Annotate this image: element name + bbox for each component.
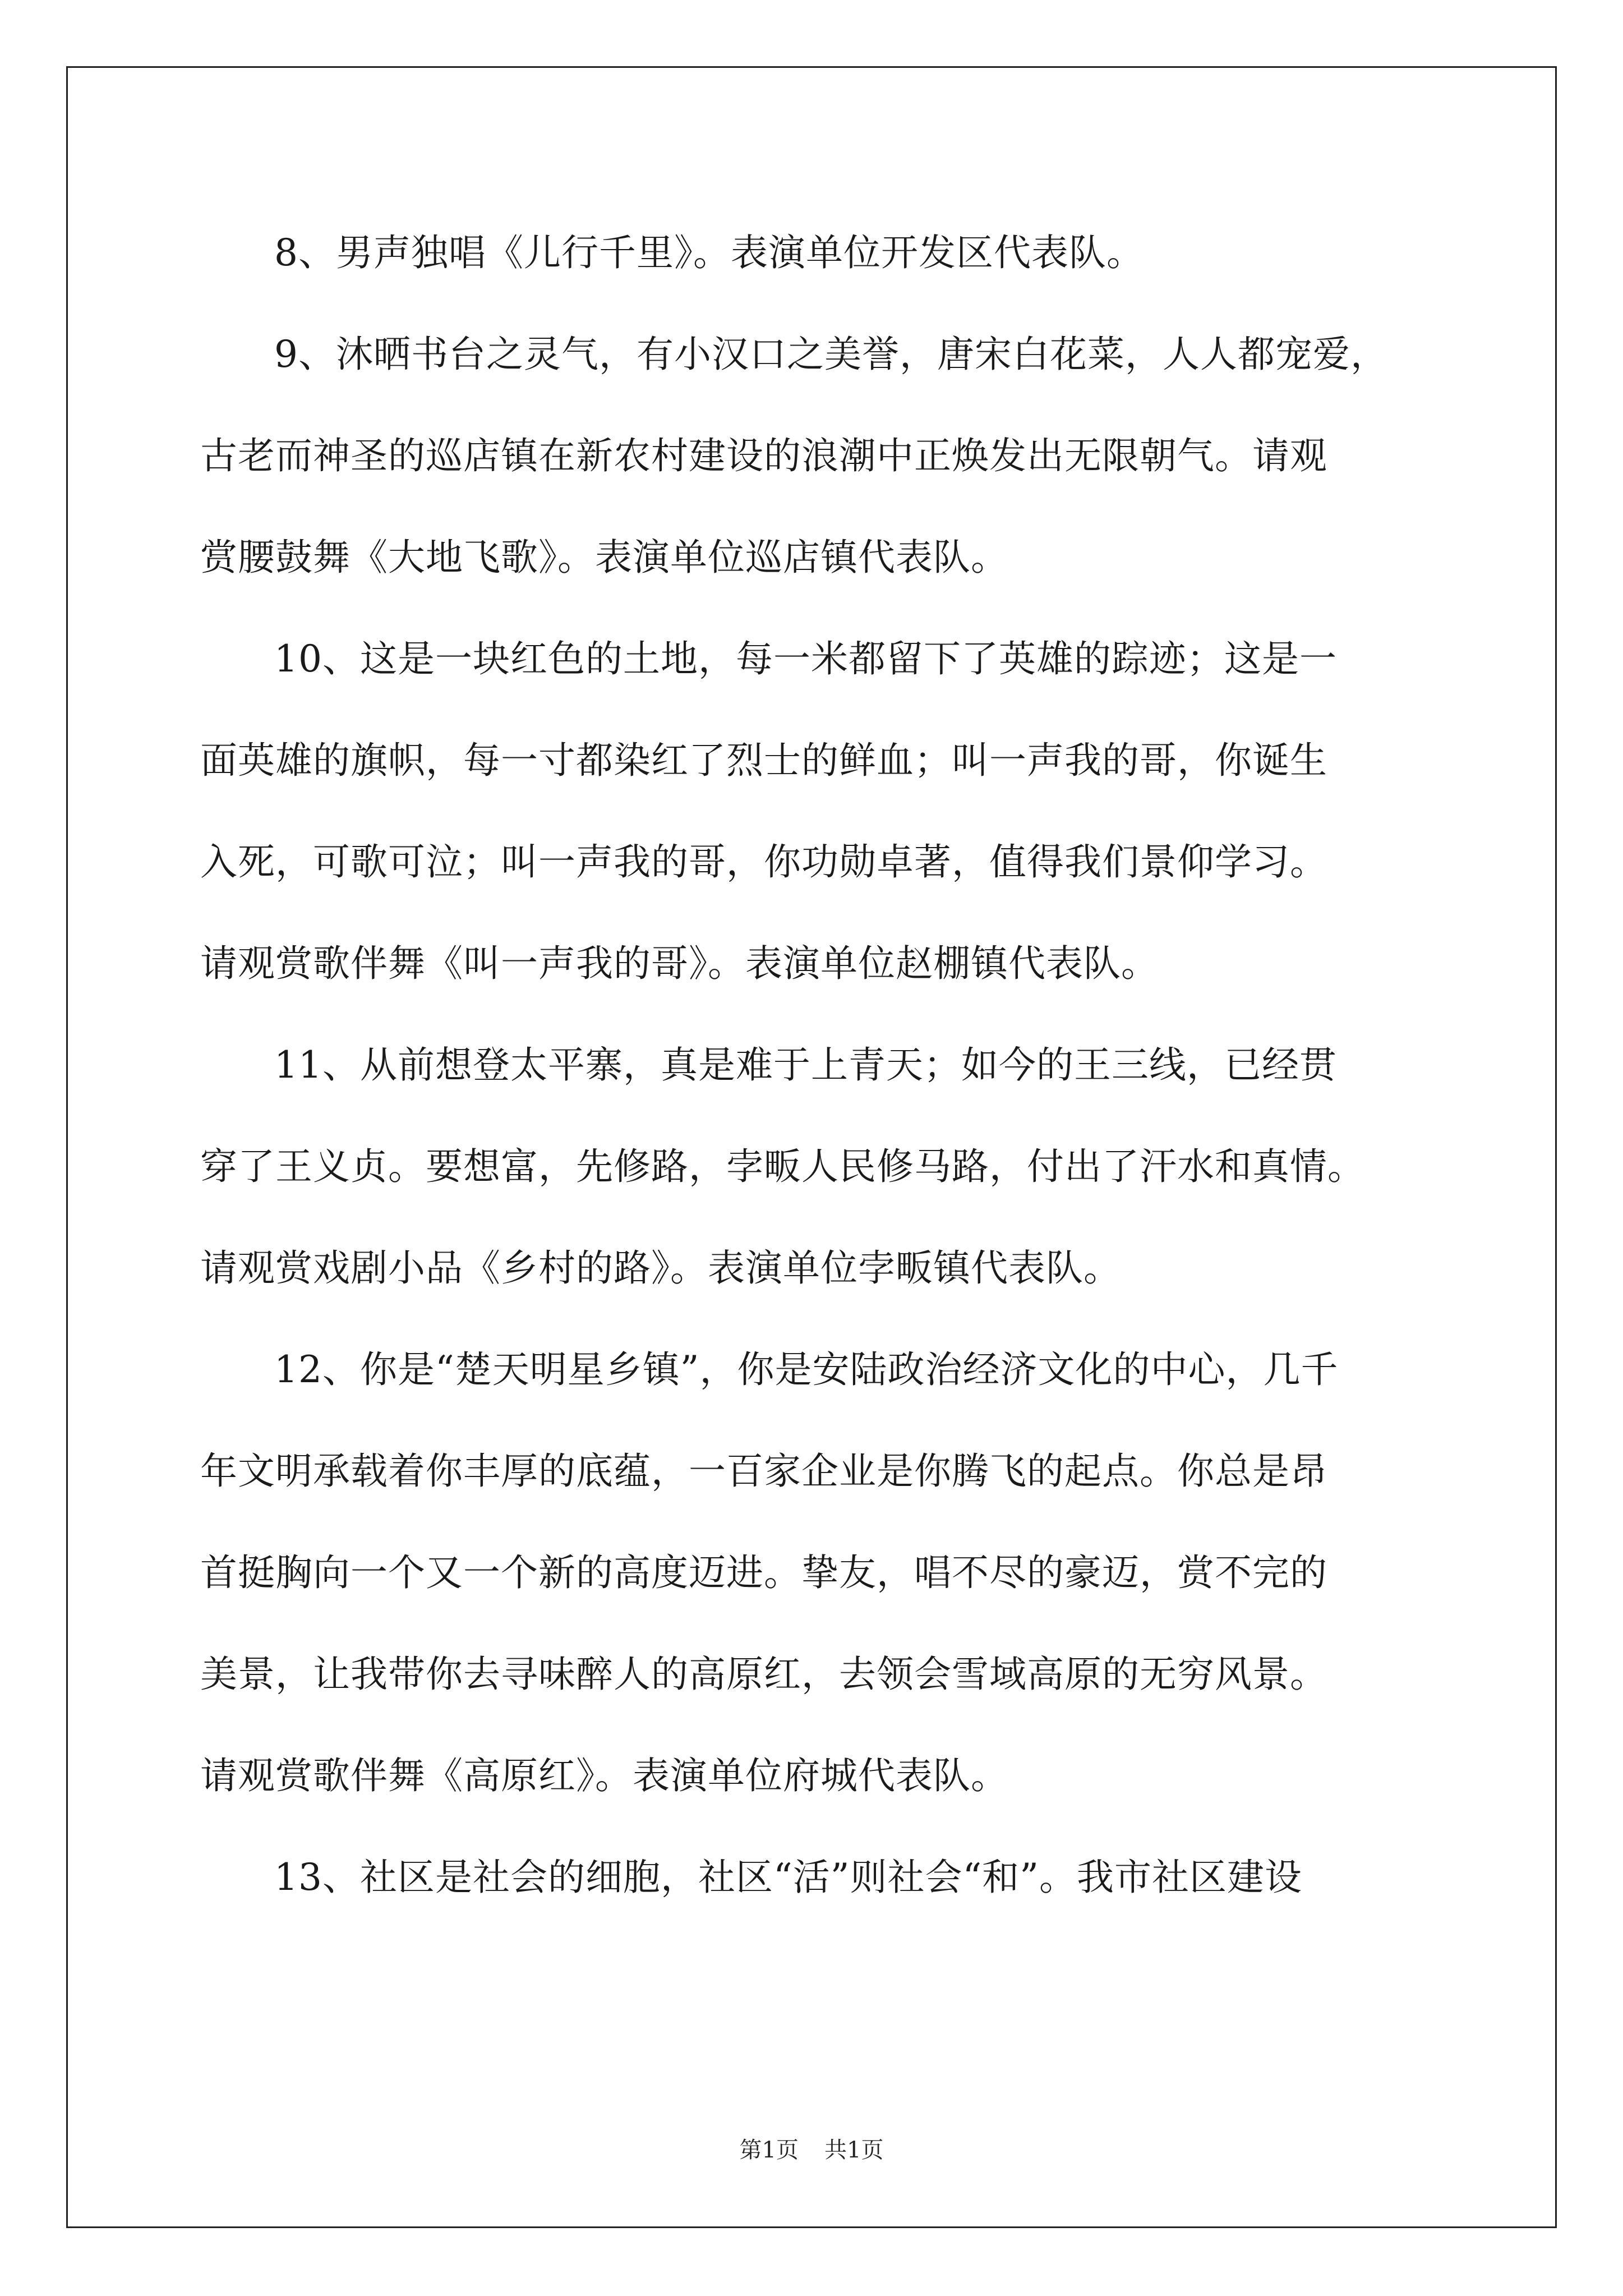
text-line: 古老而神圣的巡店镇在新农村建设的浪潮中正焕发出无限朝气。请观 (200, 434, 1327, 477)
text-line: 首挺胸向一个又一个新的高度迈进。挚友，唱不尽的豪迈，赏不完的 (200, 1551, 1327, 1594)
text-line: 11、从前想登太平寨，真是难于上青天；如今的王三线，已经贯 (274, 1043, 1337, 1087)
text-line: 美景，让我带你去寻味醉人的高原红，去领会雪域高原的无穷风景。 (200, 1653, 1327, 1696)
text-line: 9、沐晒书台之灵气，有小汉口之美誉，唐宋白花菜，人人都宠爱， (274, 333, 1388, 376)
text-line: 请观赏歌伴舞《高原红》。表演单位府城代表队。 (200, 1754, 1008, 1797)
page-number: 第1页 (739, 2137, 799, 2163)
text-line: 请观赏戏剧小品《乡村的路》。表演单位孛畈镇代表队。 (200, 1246, 1121, 1290)
text-line: 穿了王义贞。要想富，先修路，孛畈人民修马路，付出了汗水和真情。 (200, 1145, 1365, 1188)
document-body (200, 202, 1456, 1928)
text-line: 赏腰鼓舞《大地飞歌》。表演单位巡店镇代表队。 (200, 536, 1008, 579)
text-line: 请观赏歌伴舞《叫一声我的哥》。表演单位赵棚镇代表队。 (200, 942, 1159, 985)
text-line: 年文明承载着你丰厚的底蕴，一百家企业是你腾飞的起点。你总是昂 (200, 1450, 1327, 1493)
page-footer (0, 2136, 1623, 2164)
page-total: 共1页 (824, 2137, 884, 2163)
text-line: 入死，可歌可泣；叫一声我的哥，你功勋卓著，值得我们景仰学习。 (200, 840, 1327, 884)
text-line: 10、这是一块红色的土地，每一米都留下了英雄的踪迹；这是一 (274, 637, 1337, 680)
text-line: 12、你是“楚天明星乡镇”，你是安陆政治经济文化的中心，几千 (274, 1348, 1339, 1391)
text-line: 13、社区是社会的细胞，社区“活”则社会“和”。我市社区建设 (274, 1856, 1302, 1899)
text-line: 面英雄的旗帜，每一寸都染红了烈士的鲜血；叫一声我的哥，你诞生 (200, 739, 1327, 782)
text-line: 8、男声独唱《儿行千里》。表演单位开发区代表队。 (274, 231, 1144, 274)
